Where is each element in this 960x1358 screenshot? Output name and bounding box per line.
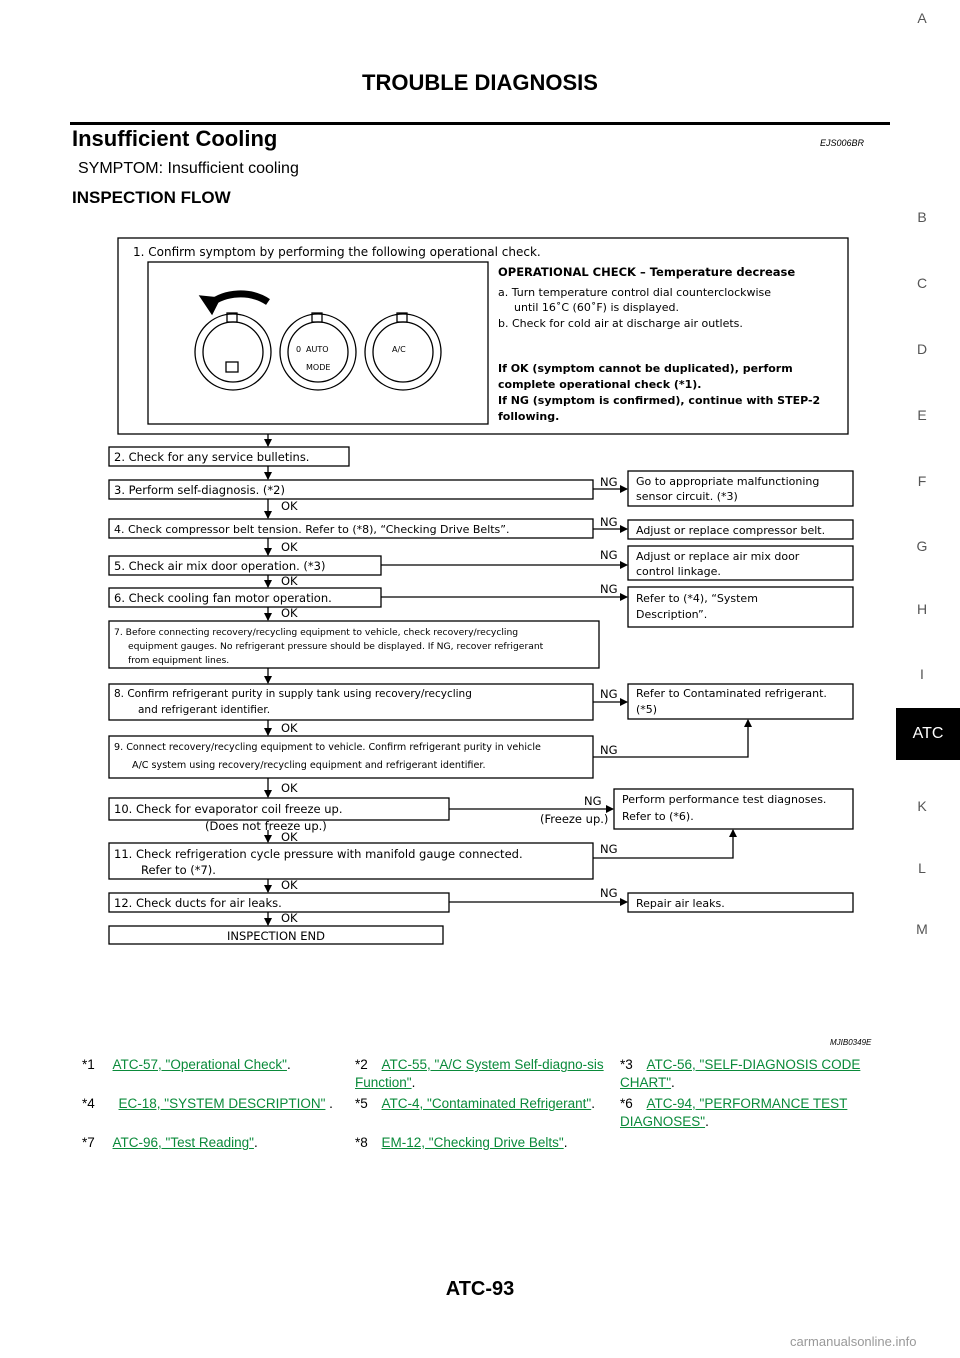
- step4-text: 4. Check compressor belt tension. Refer to (*8), “Checking Drive Belts”.: [114, 523, 510, 536]
- step5-text: 5. Check air mix door operation. (*3): [114, 559, 326, 573]
- ok-label-12: OK: [281, 911, 298, 925]
- ng-label-4: NG: [600, 515, 618, 529]
- dial-ac-label: A/C: [392, 345, 406, 354]
- result3-text-1: Go to appropriate malfunctioning: [636, 475, 820, 488]
- step8-text-1: 8. Confirm refrigerant purity in supply tank using recovery/recycling: [114, 688, 472, 700]
- side-index-m[interactable]: M: [916, 921, 928, 937]
- opcheck-b: b. Check for cold air at discharge air outlets.: [498, 317, 743, 330]
- ref-num: *4: [82, 1096, 95, 1111]
- step7-text-1: 7. Before connecting recovery/recycling equipment to vehicle, check recovery/recycling: [114, 627, 519, 638]
- ref-2: *2 ATC-55, "A/C System Self-diagno-sis Function".: [355, 1057, 604, 1090]
- opcheck-ng2: following.: [498, 410, 560, 423]
- ng-label-3: NG: [600, 475, 618, 489]
- symptom-text: SYMPTOM: Insufficient cooling: [78, 160, 299, 177]
- ref-num: *2: [355, 1057, 368, 1072]
- dial-zero-label: 0: [296, 345, 302, 354]
- dial-mode-label: MODE: [306, 363, 331, 372]
- result8-text-1: Refer to Contaminated refrigerant.: [636, 687, 827, 700]
- side-index-c[interactable]: C: [916, 275, 928, 291]
- side-index-e[interactable]: E: [917, 407, 927, 423]
- ref-num: *3: [620, 1057, 633, 1072]
- result5-text-1: Adjust or replace air mix door: [636, 550, 800, 563]
- dial-auto-label: AUTO: [306, 345, 329, 354]
- result4-text: Adjust or replace compressor belt.: [636, 524, 826, 537]
- step9-text-1: 9. Connect recovery/recycling equipment to vehicle. Confirm refrigerant purity in vehicle: [114, 742, 541, 753]
- ref-6: *6 ATC-94, "PERFORMANCE TEST DIAGNOSES".: [620, 1096, 848, 1129]
- section-code: EJS006BR: [820, 138, 865, 148]
- ref-link-8[interactable]: EM-12, "Checking Drive Belts": [381, 1135, 564, 1150]
- step9-text-2: A/C system using recovery/recycling equipment and refrigerant identifier.: [132, 760, 486, 771]
- opcheck-ok1: If OK (symptom cannot be duplicated), perform: [498, 362, 793, 375]
- watermark-text: carmanualsonline.info: [790, 1334, 917, 1349]
- ok-label-6: OK: [281, 606, 298, 620]
- ng-label-12: NG: [600, 886, 618, 900]
- result10-text-2: Refer to (*6).: [622, 810, 694, 823]
- ok-label-5: OK: [281, 574, 298, 588]
- opcheck-a2: until 16˚C (60˚F) is displayed.: [514, 301, 680, 314]
- section-title: Insufficient Cooling: [72, 126, 278, 151]
- side-index-h[interactable]: H: [916, 601, 928, 617]
- inspection-flow-title: INSPECTION FLOW: [72, 188, 231, 207]
- ref-link-7[interactable]: ATC-96, "Test Reading": [112, 1135, 254, 1150]
- ng-label-8: NG: [600, 687, 618, 701]
- ref-link-1[interactable]: ATC-57, "Operational Check": [112, 1057, 287, 1072]
- result3-text-2: sensor circuit. (*3): [636, 490, 738, 503]
- result10-text-1: Perform performance test diagnoses.: [622, 793, 827, 806]
- side-index-atc-tab[interactable]: ATC: [896, 708, 960, 760]
- result8-text-2: (*5): [636, 703, 658, 716]
- ref-1: *1 ATC-57, "Operational Check".: [82, 1057, 291, 1072]
- ok-label-11: OK: [281, 878, 298, 892]
- step2-text: 2. Check for any service bulletins.: [114, 450, 310, 464]
- step10-text: 10. Check for evaporator coil freeze up.: [114, 802, 343, 816]
- ref-num: *7: [82, 1135, 95, 1150]
- ref-num: *8: [355, 1135, 368, 1150]
- ref-link-3[interactable]: ATC-56, "SELF-DIAGNOSIS CODE CHART": [620, 1057, 861, 1090]
- inspection-end-text: INSPECTION END: [227, 929, 325, 943]
- step12-text: 12. Check ducts for air leaks.: [114, 896, 282, 910]
- figure-code: MJIB0349E: [830, 1038, 872, 1047]
- step10-note: (Does not freeze up.): [205, 819, 327, 833]
- step7-text-2: equipment gauges. No refrigerant pressure should be displayed. If NG, recover refrigerant: [128, 641, 544, 652]
- result12-text: Repair air leaks.: [636, 897, 725, 910]
- side-index-a[interactable]: A: [917, 10, 927, 26]
- dial-picture-box: [148, 262, 488, 424]
- ref-3: *3 ATC-56, "SELF-DIAGNOSIS CODE CHART".: [620, 1057, 861, 1090]
- step11-text-1: 11. Check refrigeration cycle pressure with manifold gauge connected.: [114, 847, 523, 861]
- ok-label-3: OK: [281, 499, 298, 513]
- opcheck-a1: a. Turn temperature control dial counterclockwise: [498, 286, 772, 299]
- ok-label-10: OK: [281, 830, 298, 844]
- step6-text: 6. Check cooling fan motor operation.: [114, 591, 332, 605]
- ref-num: *1: [82, 1057, 95, 1072]
- ng-label-6: NG: [600, 582, 618, 596]
- ng-label-10: NG: [584, 794, 602, 808]
- result6-text-2: Description”.: [636, 608, 708, 621]
- ok-label-4: OK: [281, 540, 298, 554]
- side-index-i[interactable]: I: [920, 666, 924, 682]
- step11-text-2: Refer to (*7).: [141, 863, 216, 877]
- ref-5: *5 ATC-4, "Contaminated Refrigerant".: [355, 1096, 595, 1111]
- opcheck-ng1: If NG (symptom is confirmed), continue with STEP-2: [498, 394, 821, 407]
- ref-num: *5: [355, 1096, 368, 1111]
- side-index-b[interactable]: B: [917, 209, 927, 225]
- ref-num: *6: [620, 1096, 633, 1111]
- ok-label-8: OK: [281, 721, 298, 735]
- ref-4: *4 EC-18, "SYSTEM DESCRIPTION" .: [82, 1096, 333, 1111]
- ref-7: *7 ATC-96, "Test Reading".: [82, 1135, 258, 1150]
- control-dials: [195, 294, 441, 390]
- step1-text: 1. Confirm symptom by performing the following operational check.: [133, 245, 541, 259]
- side-index-g[interactable]: G: [916, 538, 928, 554]
- ng-label-5: NG: [600, 548, 618, 562]
- result6-text-1: Refer to (*4), “System: [636, 592, 758, 605]
- ref-link-2[interactable]: ATC-55, "A/C System Self-diagno-sis Function": [355, 1057, 604, 1090]
- side-index-k[interactable]: K: [917, 798, 927, 814]
- ref-8: *8 EM-12, "Checking Drive Belts".: [355, 1135, 568, 1150]
- ng-label-11: NG: [600, 842, 618, 856]
- ref-link-5[interactable]: ATC-4, "Contaminated Refrigerant": [381, 1096, 592, 1111]
- side-index-l[interactable]: L: [918, 860, 926, 876]
- ref-link-4[interactable]: EC-18, "SYSTEM DESCRIPTION": [118, 1096, 326, 1111]
- side-index-f[interactable]: F: [917, 473, 927, 489]
- opcheck-title: OPERATIONAL CHECK – Temperature decrease: [498, 265, 796, 279]
- page-header-title: TROUBLE DIAGNOSIS: [362, 70, 598, 95]
- freeze-up-label: (Freeze up.): [540, 812, 609, 826]
- step7-text-3: from equipment lines.: [128, 655, 230, 666]
- page-number: ATC-93: [445, 1278, 515, 1300]
- side-index-d[interactable]: D: [916, 341, 928, 357]
- ok-label-9: OK: [281, 781, 298, 795]
- temp-dial: [195, 314, 271, 390]
- opcheck-ok2: complete operational check (*1).: [498, 378, 702, 391]
- result5-text-2: control linkage.: [636, 565, 721, 578]
- ref-link-6[interactable]: ATC-94, "PERFORMANCE TEST DIAGNOSES": [620, 1096, 848, 1129]
- ng-label-9: NG: [600, 743, 618, 757]
- step8-text-2: and refrigerant identifier.: [138, 704, 271, 716]
- step3-text: 3. Perform self-diagnosis. (*2): [114, 483, 285, 497]
